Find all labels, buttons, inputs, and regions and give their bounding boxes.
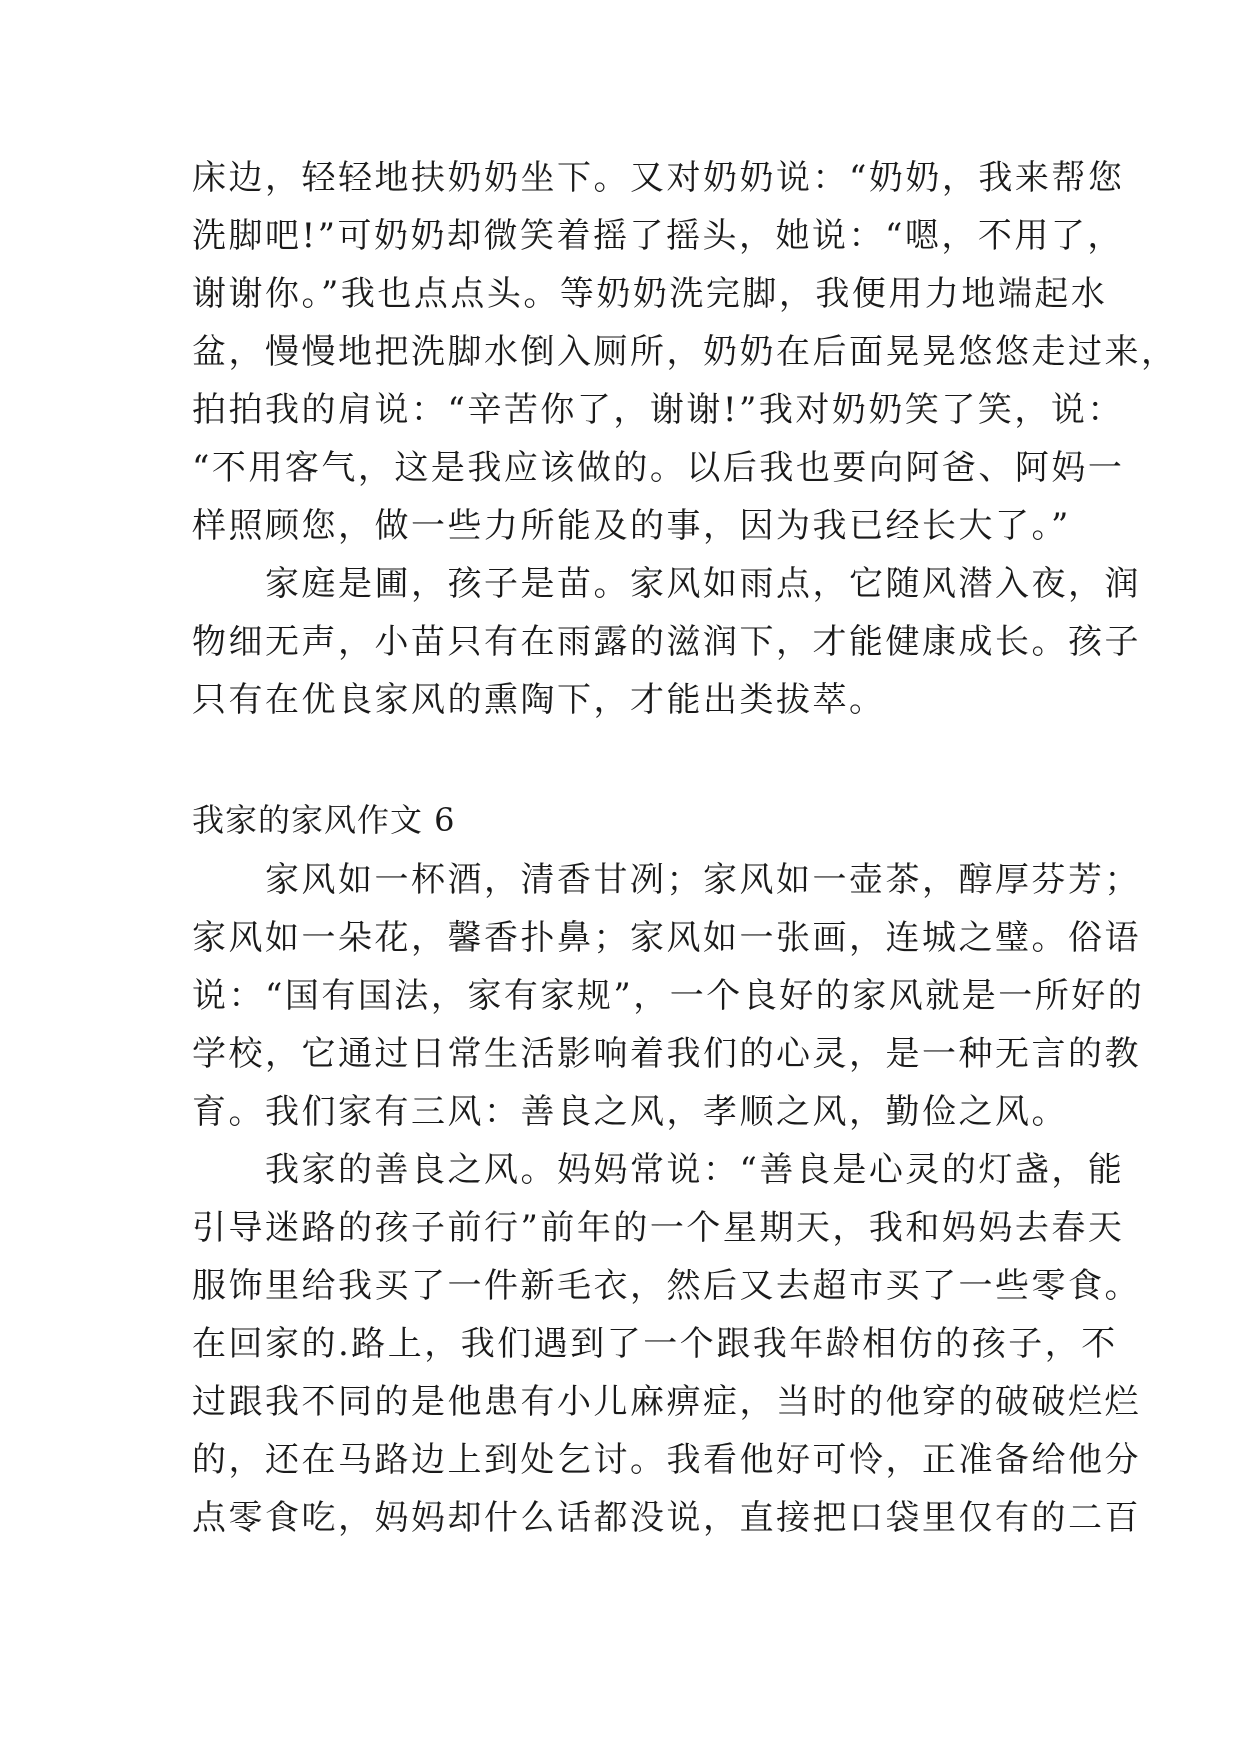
text-line: 服饰里给我买了一件新毛衣，然后又去超市买了一些零食。 bbox=[192, 1266, 1141, 1306]
text-line: 家风如一杯酒，清香甘冽；家风如一壶茶，醇厚芬芳； bbox=[192, 860, 1141, 900]
text-line: 在回家的.路上，我们遇到了一个跟我年龄相仿的孩子，不 bbox=[192, 1324, 1118, 1364]
text-line: 点零食吃，妈妈却什么话都没说，直接把口袋里仅有的二百 bbox=[192, 1498, 1141, 1538]
text-line: 家风如一朵花，馨香扑鼻；家风如一张画，连城之璧。俗语 bbox=[192, 918, 1141, 958]
text-line: 我家的善良之风。妈妈常说：“善良是心灵的灯盏，能 bbox=[192, 1150, 1125, 1190]
text-line: 学校，它通过日常生活影响着我们的心灵，是一种无言的教 bbox=[192, 1034, 1141, 1074]
text-line: 的，还在马路边上到处乞讨。我看他好可怜，正准备给他分 bbox=[192, 1440, 1141, 1480]
text-line: 只有在优良家风的熏陶下，才能出类拔萃。 bbox=[192, 680, 886, 720]
text-line: 过跟我不同的是他患有小儿麻痹症，当时的他穿的破破烂烂 bbox=[192, 1382, 1141, 1422]
text-line: 引导迷路的孩子前行”前年的一个星期天，我和妈妈去春天 bbox=[192, 1208, 1125, 1248]
text-line: “不用客气，这是我应该做的。以后我也要向阿爸、阿妈一 bbox=[192, 448, 1125, 488]
text-line: 物细无声，小苗只有在雨露的滋润下，才能健康成长。孩子 bbox=[192, 622, 1141, 662]
text-line: 家庭是圃，孩子是苗。家风如雨点，它随风潜入夜，润 bbox=[192, 564, 1141, 604]
text-line: 拍拍我的肩说：“辛苦你了，谢谢!”我对奶奶笑了笑，说： bbox=[192, 390, 1124, 430]
section-heading: 我家的家风作文 6 bbox=[192, 801, 456, 839]
text-line: 床边，轻轻地扶奶奶坐下。又对奶奶说：“奶奶，我来帮您 bbox=[192, 158, 1125, 198]
text-line: 洗脚吧!”可奶奶却微笑着摇了摇头，她说：“嗯，不用了， bbox=[192, 216, 1124, 256]
text-line: 谢谢你。”我也点点头。等奶奶洗完脚，我便用力地端起水 bbox=[192, 274, 1108, 314]
text-line: 说：“国有国法，家有家规”，一个良好的家风就是一所好的 bbox=[192, 976, 1145, 1016]
text-line: 样照顾您，做一些力所能及的事，因为我已经长大了。” bbox=[192, 506, 1071, 546]
text-line: 育。我们家有三风：善良之风，孝顺之风，勤俭之风。 bbox=[192, 1092, 1068, 1132]
text-line: 盆，慢慢地把洗脚水倒入厕所，奶奶在后面晃晃悠悠走过来， bbox=[192, 332, 1178, 372]
